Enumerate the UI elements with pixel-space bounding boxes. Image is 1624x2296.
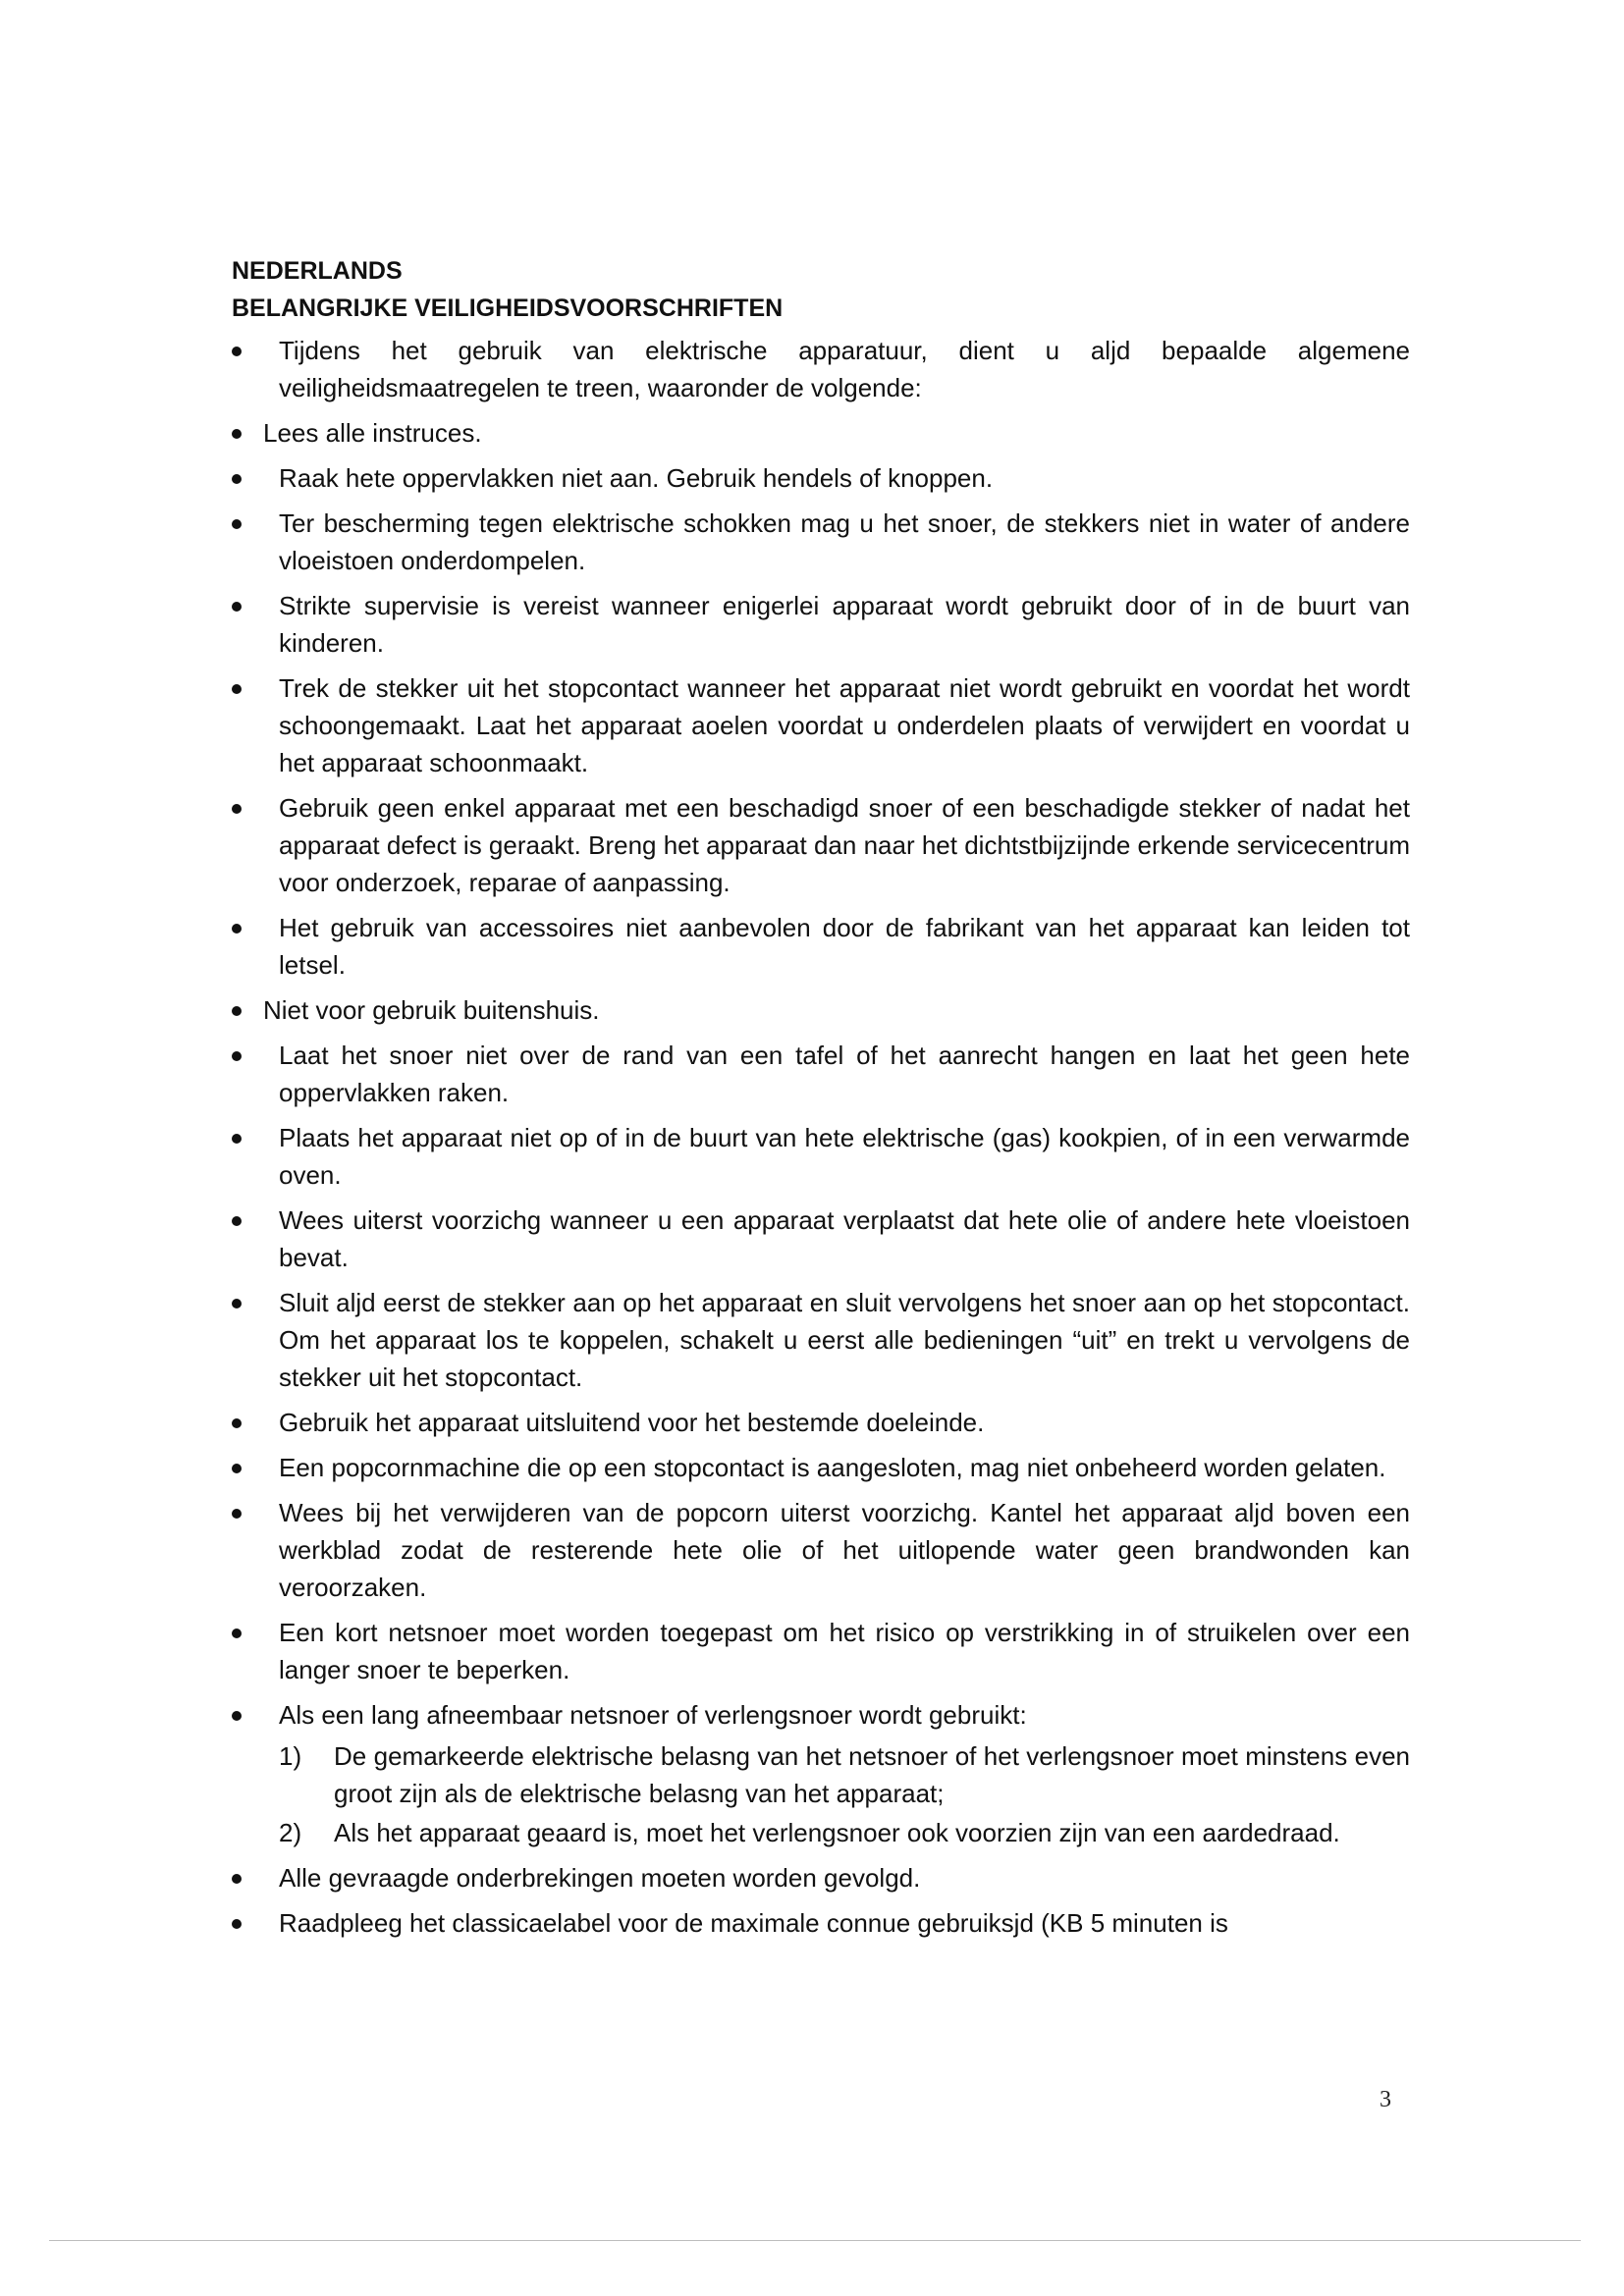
page-number: 3 xyxy=(1380,2087,1391,2112)
list-item: Het gebruik van accessoires niet aanbevolen door de fabrikant van het apparaat kan leiden tot letsel. xyxy=(232,909,1410,984)
list-item: Een popcornmachine die op een stopcontact is aangesloten, mag niet onbeheerd worden gelaten. xyxy=(232,1449,1410,1486)
list-item: Gebruik geen enkel apparaat met een beschadigd snoer of een beschadigde stekker of nadat het apparaat defect is geraakt. Breng het apparaat dan naar het dichtstbijzijnde erkende servicecentrum voor onderzoek, reparae of aanpassing. xyxy=(232,789,1410,901)
bullet-icon xyxy=(232,804,242,814)
language-heading: NEDERLANDS xyxy=(232,257,403,285)
safety-list xyxy=(232,332,1410,1942)
sub-list xyxy=(279,1737,1410,1851)
section-heading: BELANGRIJKE VEILIGHEIDSVOORSCHRIFTEN xyxy=(232,294,784,322)
bullet-icon xyxy=(232,1418,242,1428)
list-item: Een kort netsnoer moet worden toegepast om het risico op verstrikking in of struikelen over een langer snoer te beperken. xyxy=(232,1614,1410,1688)
list-item: Wees bij het verwijderen van de popcorn uiterst voorzichg. Kantel het apparaat aljd boven een werkblad zodat de resterende hete olie of het uitlopende water geen brandwonden kan veroorzaken. xyxy=(232,1494,1410,1606)
sub-list-item: 1) De gemarkeerde elektrische belasng van het netsnoer of het verlengsnoer moet minstens even groot zijn als de elektrische belasng van het apparaat; xyxy=(279,1737,1410,1812)
bullet-icon xyxy=(232,347,242,356)
bullet-icon xyxy=(232,1629,242,1638)
list-item: Lees alle instruces. xyxy=(232,414,1410,452)
bullet-icon xyxy=(232,684,242,694)
bullet-icon xyxy=(232,1299,242,1308)
bullet-icon xyxy=(232,1134,242,1144)
bullet-icon xyxy=(232,1919,242,1929)
list-item: Raadpleeg het classicaelabel voor de maximale connue gebruiksjd (KB 5 minuten is xyxy=(232,1904,1410,1942)
bullet-icon xyxy=(232,1216,242,1226)
bullet-icon xyxy=(232,1464,242,1473)
list-item: Plaats het apparaat niet op of in de buurt van hete elektrische (gas) kookpien, of in een verwarmde oven. xyxy=(232,1119,1410,1194)
list-item: Wees uiterst voorzichg wanneer u een apparaat verplaatst dat hete olie of andere hete vloeistoen bevat. xyxy=(232,1201,1410,1276)
sub-item-number: 1) xyxy=(279,1741,302,1771)
list-item: Tijdens het gebruik van elektrische apparatuur, dient u aljd bepaalde algemene veiligheidsmaatregelen te treen, waaronder de volgende: xyxy=(232,332,1410,406)
footer-divider xyxy=(49,2240,1581,2241)
list-item: Niet voor gebruik buitenshuis. xyxy=(232,991,1410,1029)
bullet-icon xyxy=(232,1051,242,1061)
bullet-icon xyxy=(232,1509,242,1519)
sub-list-item: 2) Als het apparaat geaard is, moet het verlengsnoer ook voorzien zijn van een aardedraad. xyxy=(279,1814,1410,1851)
bullet-icon xyxy=(232,1711,242,1721)
bullet-icon xyxy=(232,924,242,934)
list-item: Ter bescherming tegen elektrische schokken mag u het snoer, de stekkers niet in water of andere vloeistoen onderdompelen. xyxy=(232,505,1410,579)
list-item: Gebruik het apparaat uitsluitend voor het bestemde doeleinde. xyxy=(232,1404,1410,1441)
bullet-icon xyxy=(232,519,242,529)
list-item: Alle gevraagde onderbrekingen moeten worden gevolgd. xyxy=(232,1859,1410,1896)
bullet-icon xyxy=(232,1006,242,1016)
list-item: Sluit aljd eerst de stekker aan op het apparaat en sluit vervolgens het snoer aan op het stopcontact. Om het apparaat los te koppelen, schakelt u eerst alle bedieningen “uit” en trekt u vervolgens de stekker uit het stopcontact. xyxy=(232,1284,1410,1396)
bullet-icon xyxy=(232,429,242,439)
bullet-icon xyxy=(232,602,242,612)
bullet-icon xyxy=(232,1874,242,1884)
list-item: Strikte supervisie is vereist wanneer enigerlei apparaat wordt gebruikt door of in de buurt van kinderen. xyxy=(232,587,1410,662)
list-item: Raak hete oppervlakken niet aan. Gebruik hendels of knoppen. xyxy=(232,459,1410,497)
list-item: Als een lang afneembaar netsnoer of verlengsnoer wordt gebruikt: 1) De gemarkeerde elektrische belasng van het netsnoer of het verlengsnoer moet minstens even groot zijn als de elektrische belasng van het apparaat; 2) Als het apparaat geaard is, moet het verlengsnoer ook voorzien zijn van een aardedraad. xyxy=(232,1696,1410,1851)
bullet-icon xyxy=(232,474,242,484)
list-item: Trek de stekker uit het stopcontact wanneer het apparaat niet wordt gebruikt en voordat het wordt schoongemaakt. Laat het apparaat aoelen voordat u onderdelen plaats of verwijdert en voordat u het apparaat schoonmaakt. xyxy=(232,669,1410,781)
document-content xyxy=(232,253,1410,1949)
sub-item-number: 2) xyxy=(279,1818,302,1847)
list-item: Laat het snoer niet over de rand van een tafel of het aanrecht hangen en laat het geen hete oppervlakken raken. xyxy=(232,1037,1410,1111)
